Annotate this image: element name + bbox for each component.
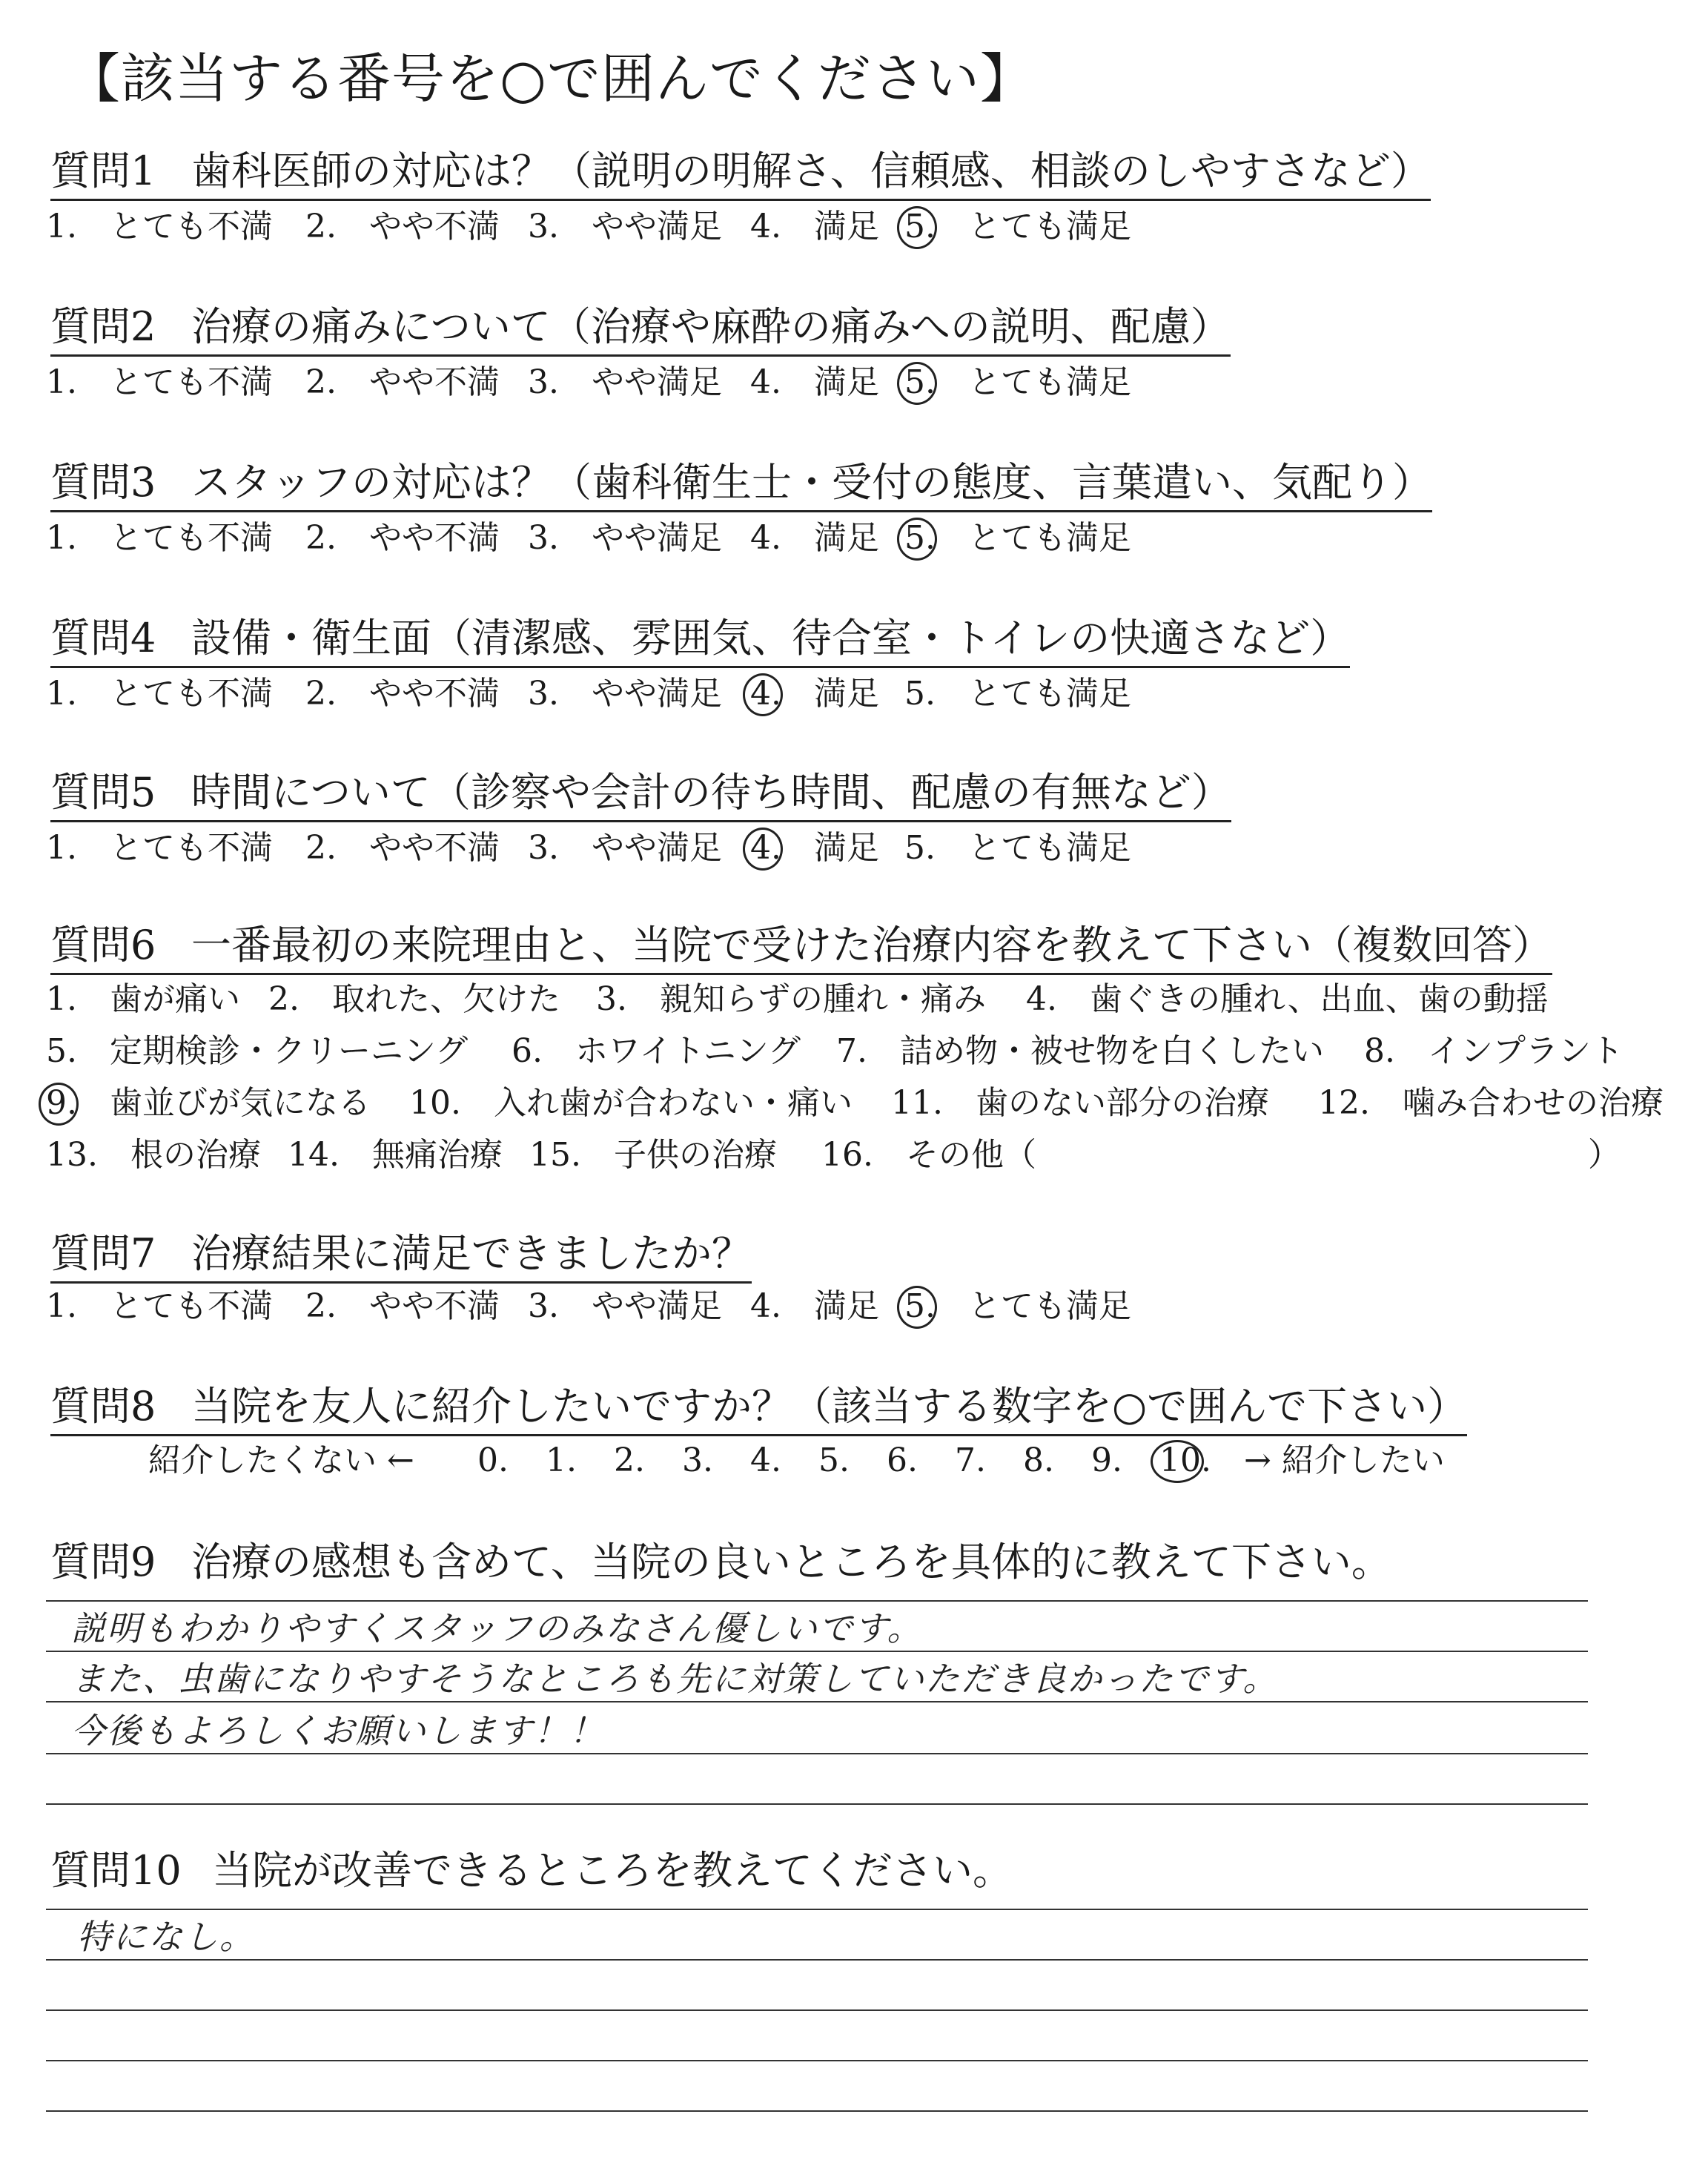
question-8-scale	[148, 1439, 1445, 1483]
q8-number-10-circled[interactable]: 10.	[1159, 1439, 1211, 1483]
question-3-options	[46, 516, 1131, 561]
q6-option-14[interactable]: 14. 無痛治療	[288, 1136, 503, 1174]
option-2[interactable]: 2. やや不満	[305, 519, 500, 557]
option-3[interactable]: 3. やや満足	[528, 1287, 722, 1325]
question-text: 一番最初の来院理由と、当院で受けた治療内容を教えて下さい（複数回答）	[191, 922, 1552, 968]
question-6-title	[50, 922, 1552, 975]
q6-option-11[interactable]: 11. 歯のない部分の治療	[891, 1084, 1269, 1122]
answer-rule	[46, 1701, 1588, 1702]
option-2[interactable]: 2. やや不満	[305, 1287, 500, 1325]
option-5-circled[interactable]: 5. とても満足	[904, 516, 1131, 561]
option-1[interactable]: 1. とても不満	[46, 1287, 273, 1325]
option-3[interactable]: 3. やや満足	[528, 829, 722, 867]
option-2[interactable]: 2. やや不満	[305, 675, 500, 713]
question-4-options	[46, 672, 1131, 716]
q6-option-2[interactable]: 2. 取れた、欠けた	[268, 980, 560, 1018]
q8-number-3[interactable]: 3.	[682, 1441, 713, 1479]
option-3[interactable]: 3. やや満足	[528, 519, 722, 557]
question-text: 時間について（診察や会計の待ち時間、配慮の有無など）	[191, 769, 1231, 816]
answer-rule	[46, 1651, 1588, 1652]
q9-answer-line-3[interactable]: 今後もよろしくお願いします！！	[71, 1711, 605, 1751]
question-label: 質問10	[50, 1847, 182, 1894]
question-label: 質問5	[50, 769, 156, 816]
q9-answer-line-1[interactable]: 説明もわかりやすくスタッフのみなさん優しいです。	[71, 1608, 923, 1648]
question-1-options	[46, 205, 1131, 249]
option-2[interactable]: 2. やや不満	[305, 363, 500, 401]
q8-number-7[interactable]: 7.	[955, 1441, 986, 1479]
q6-option-4[interactable]: 4. 歯ぐきの腫れ、出血、歯の動揺	[1026, 980, 1549, 1018]
option-4[interactable]: 4. 満足	[750, 1287, 879, 1325]
q6-option-10[interactable]: 10. 入れ歯が合わない・痛い	[409, 1084, 853, 1122]
option-1[interactable]: 1. とても不満	[46, 829, 273, 867]
answer-rule	[46, 2060, 1588, 2061]
option-4[interactable]: 4. 満足	[750, 208, 879, 245]
q6-option-7[interactable]: 7. 詰め物・被せ物を白くしたい	[836, 1032, 1324, 1070]
q8-number-9[interactable]: 9.	[1091, 1441, 1122, 1479]
q8-left-label: 紹介したくない ←	[148, 1441, 414, 1479]
answer-rule	[46, 1803, 1588, 1805]
question-label: 質問8	[50, 1383, 156, 1430]
q6-option-13[interactable]: 13. 根の治療	[46, 1136, 261, 1174]
question-label: 質問6	[50, 922, 156, 968]
option-5[interactable]: 5. とても満足	[904, 675, 1131, 713]
question-text: 治療結果に満足できましたか？	[191, 1230, 752, 1277]
option-1[interactable]: 1. とても不満	[46, 363, 273, 401]
q8-number-6[interactable]: 6.	[887, 1441, 918, 1479]
q6-option-6[interactable]: 6. ホワイトニング	[512, 1032, 801, 1070]
q6-option-5[interactable]: 5. 定期検診・クリーニング	[46, 1032, 469, 1070]
question-label: 質問1	[50, 148, 156, 194]
option-5[interactable]: 5. とても満足	[904, 829, 1131, 867]
option-1[interactable]: 1. とても不満	[46, 675, 273, 713]
question-label: 質問2	[50, 303, 156, 350]
option-3[interactable]: 3. やや満足	[528, 363, 722, 401]
q6-option-12[interactable]: 12. 噛み合わせの治療	[1318, 1084, 1664, 1122]
question-text: 当院を友人に紹介したいですか？（該当する数字を○で囲んで下さい）	[191, 1383, 1468, 1430]
answer-rule	[46, 2110, 1588, 2112]
question-text: スタッフの対応は？（歯科衛生士・受付の態度、言葉遣い、気配り）	[191, 459, 1432, 506]
question-text: 歯科医師の対応は？（説明の明解さ、信頼感、相談のしやすさなど）	[191, 148, 1431, 194]
page-heading: 【該当する番号を○で囲んでください】	[67, 47, 1034, 110]
question-10-title	[50, 1848, 1013, 1898]
q8-number-0[interactable]: 0.	[477, 1441, 509, 1479]
question-label: 質問3	[50, 459, 156, 506]
question-label: 質問9	[50, 1539, 156, 1585]
option-4-circled[interactable]: 4. 満足	[750, 672, 879, 716]
option-3[interactable]: 3. やや満足	[528, 675, 722, 713]
question-2-options	[46, 360, 1131, 405]
q10-answer-line-1[interactable]: 特になし。	[77, 1917, 255, 1957]
q6-option-15[interactable]: 15. 子供の治療	[529, 1136, 777, 1174]
answer-rule	[46, 2009, 1588, 2011]
question-8-title	[50, 1384, 1467, 1436]
option-3[interactable]: 3. やや満足	[528, 208, 722, 245]
q6-option-1[interactable]: 1. 歯が痛い	[46, 980, 240, 1018]
option-1[interactable]: 1. とても不満	[46, 519, 273, 557]
q6-option-8[interactable]: 8. インプラント	[1364, 1032, 1623, 1070]
q8-number-5[interactable]: 5.	[818, 1441, 850, 1479]
q8-number-1[interactable]: 1.	[546, 1441, 577, 1479]
question-text: 設備・衛生面（清潔感、雰囲気、待合室・トイレの快適さなど）	[191, 615, 1351, 661]
answer-rule	[46, 1959, 1588, 1961]
question-label: 質問4	[50, 615, 156, 661]
q8-number-4[interactable]: 4.	[750, 1441, 781, 1479]
question-4-title	[50, 615, 1350, 668]
option-2[interactable]: 2. やや不満	[305, 208, 500, 245]
answer-rule	[46, 1600, 1588, 1602]
option-5-circled[interactable]: 5. とても満足	[904, 360, 1131, 405]
question-7-options	[46, 1284, 1131, 1329]
q6-option-3[interactable]: 3. 親知らずの腫れ・痛み	[596, 980, 986, 1018]
question-text: 当院が改善できるところを教えてください。	[212, 1847, 1013, 1894]
option-4[interactable]: 4. 満足	[750, 363, 879, 401]
question-text: 治療の感想も含めて、当院の良いところを具体的に教えて下さい。	[191, 1539, 1391, 1585]
question-5-title	[50, 770, 1231, 822]
q6-option-9-circled[interactable]: 9. 歯並びが気になる	[46, 1081, 371, 1126]
answer-rule	[46, 1909, 1588, 1910]
q8-number-2[interactable]: 2.	[614, 1441, 645, 1479]
q6-other-close-paren: ）	[1588, 1136, 1621, 1174]
option-2[interactable]: 2. やや不満	[305, 829, 500, 867]
option-5-circled[interactable]: 5. とても満足	[904, 1284, 1131, 1329]
question-1-title	[50, 148, 1431, 201]
option-4[interactable]: 4. 満足	[750, 519, 879, 557]
q9-answer-line-2[interactable]: また、虫歯になりやすそうなところも先に対策していただき良かったです。	[71, 1659, 1279, 1699]
question-text: 治療の痛みについて（治療や麻酔の痛みへの説明、配慮）	[191, 303, 1231, 350]
question-2-title	[50, 304, 1231, 357]
q6-option-16[interactable]: 16. その他（	[821, 1136, 1036, 1174]
option-4-circled[interactable]: 4. 満足	[750, 826, 879, 871]
option-1[interactable]: 1. とても不満	[46, 208, 273, 245]
question-9-title	[50, 1539, 1391, 1590]
q8-right-label: → 紹介したい	[1244, 1441, 1445, 1479]
option-5-circled[interactable]: 5. とても満足	[904, 205, 1131, 249]
answer-rule	[46, 1753, 1588, 1754]
question-7-title	[50, 1231, 752, 1284]
q8-number-8[interactable]: 8.	[1023, 1441, 1054, 1479]
question-3-title	[50, 460, 1432, 512]
question-5-options	[46, 826, 1131, 871]
question-label: 質問7	[50, 1230, 156, 1277]
